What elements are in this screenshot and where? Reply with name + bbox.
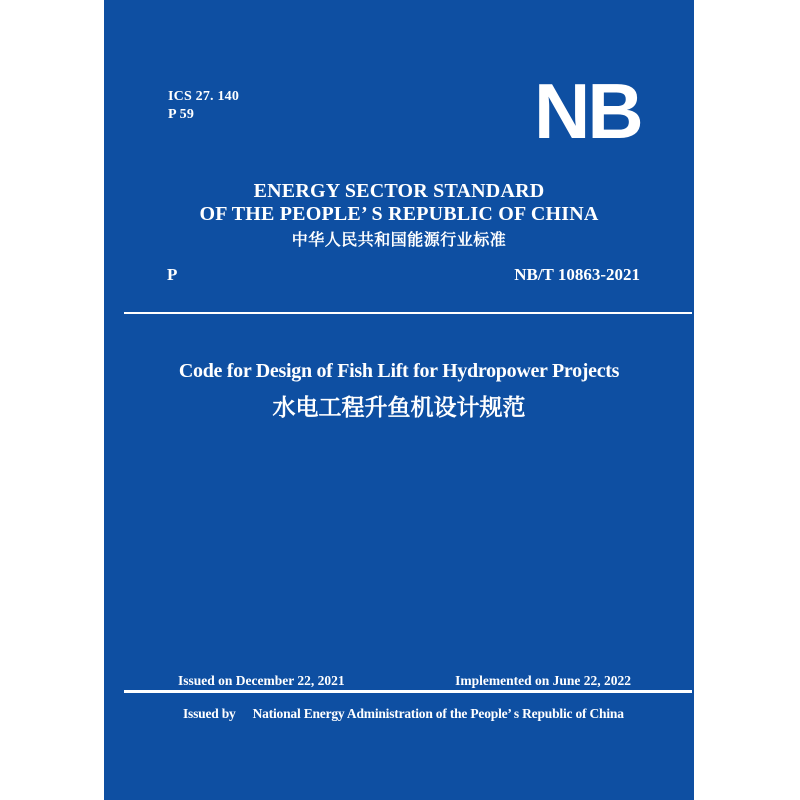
issued-by-row <box>183 705 654 723</box>
ics-classification-block <box>168 88 239 124</box>
dates-row <box>178 672 631 690</box>
standard-number-row <box>167 265 640 285</box>
heading-en-line1: ENERGY SECTOR STANDARD <box>253 180 545 202</box>
heading-zh: 中华人民共和国能源行业标准 <box>291 232 507 249</box>
ics-code: ICS 27. 140 <box>168 89 240 104</box>
issued-by-label: Issued by <box>183 706 236 721</box>
issued-by-value: National Energy Administration of the People’ s Republic of China <box>252 706 624 721</box>
implemented-date: Implemented on June 22, 2022 <box>455 673 631 688</box>
standard-number: NB/T 10863-2021 <box>514 265 640 284</box>
title-block <box>104 358 694 422</box>
heading-en-line2: OF THE PEOPLE’ S REPUBLIC OF CHINA <box>199 203 599 225</box>
category-letter: P <box>167 265 178 284</box>
title-english: Code for Design of Fish Lift for Hydropower Projects <box>178 360 620 382</box>
divider-rule-top <box>124 312 692 314</box>
divider-rule-bottom <box>124 690 692 693</box>
nb-logo: NB <box>534 67 641 155</box>
title-chinese: 水电工程升鱼机设计规范 <box>272 394 526 420</box>
standard-heading-block <box>104 180 694 252</box>
standard-cover <box>104 0 694 800</box>
issued-date: Issued on December 22, 2021 <box>178 673 345 688</box>
doc-class-code: P 59 <box>168 107 195 122</box>
